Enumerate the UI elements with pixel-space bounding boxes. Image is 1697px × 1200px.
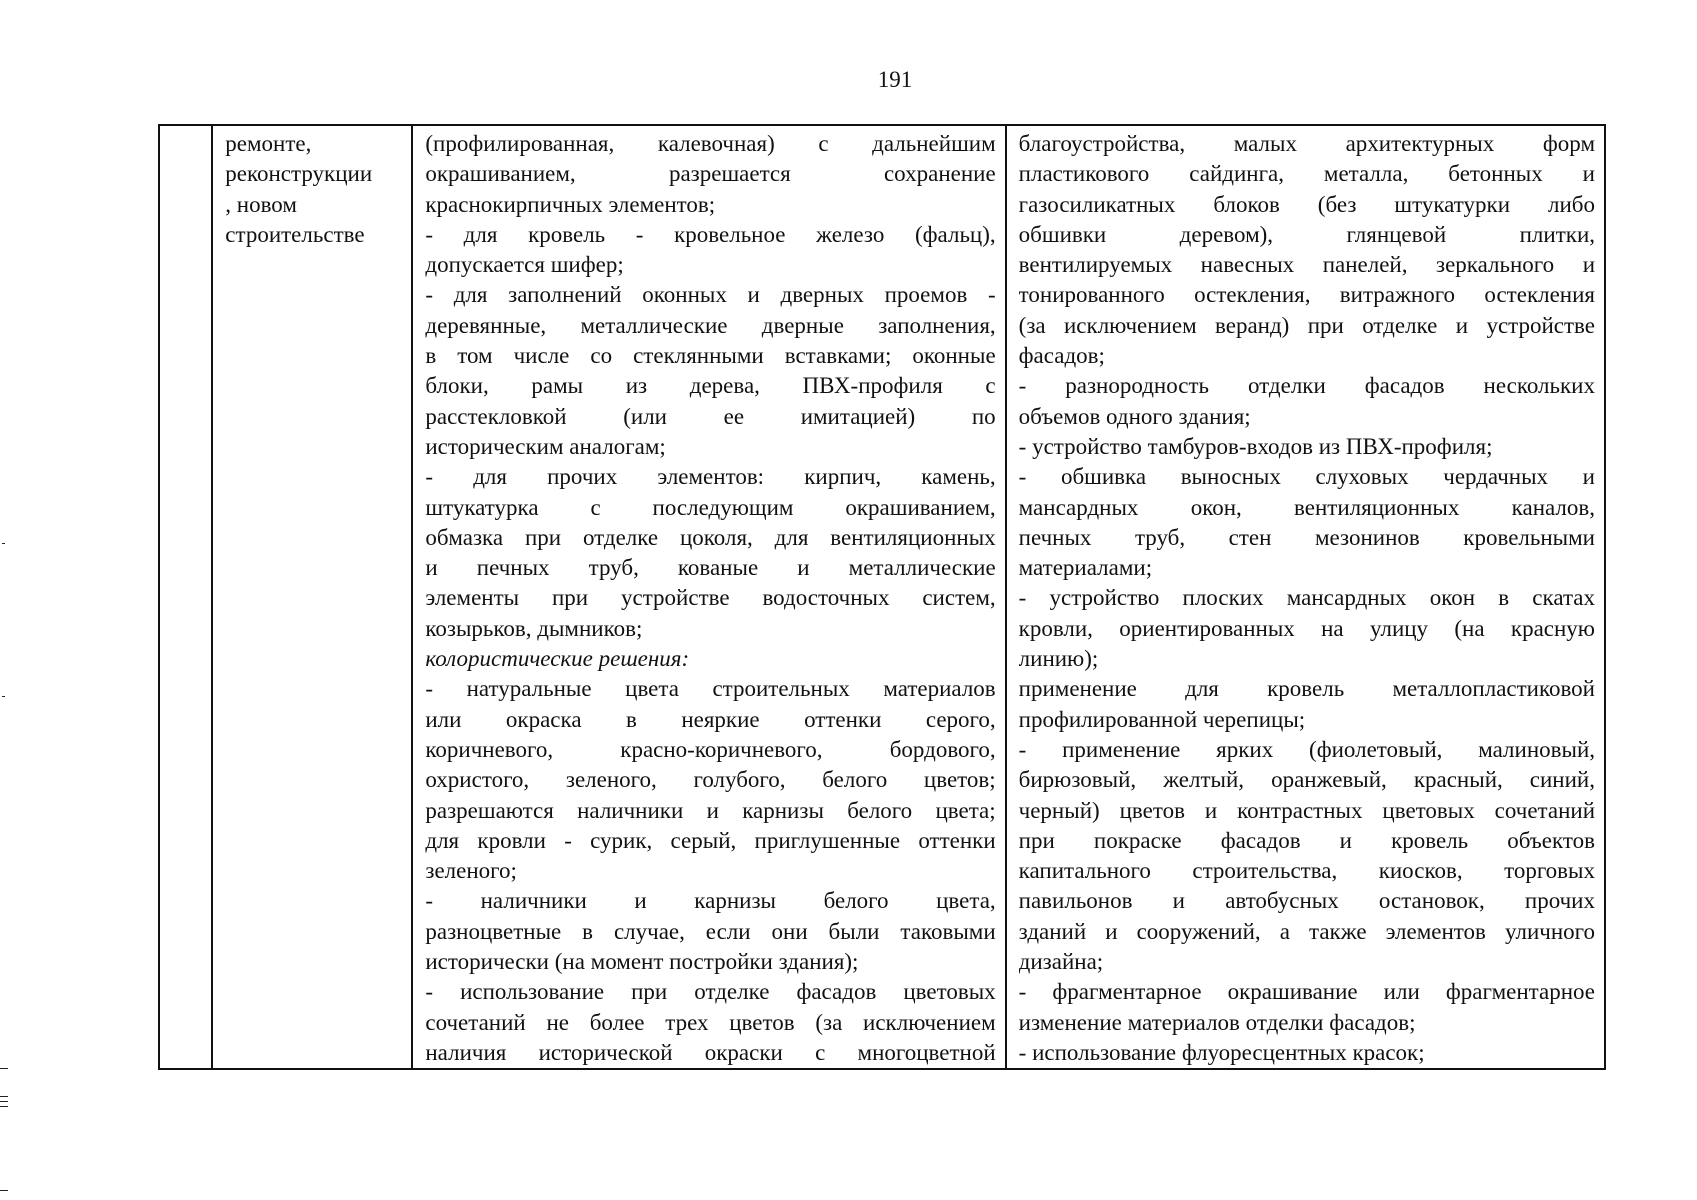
allowed-line: охристого, зеленого, голубого, белого цветов;	[425, 767, 996, 793]
allowed-line: и печных труб, кованые и металлические	[425, 555, 996, 581]
allowed-line: сочетаний не более трех цветов (за исключением	[425, 1009, 996, 1035]
forbidden-line: при покраске фасадов и кровель объектов	[1018, 827, 1595, 853]
forbidden-line: печных труб, стен мезонинов кровельными	[1018, 524, 1595, 550]
forbidden-line: - устройство плоских мансардных окон в скатах	[1018, 585, 1595, 611]
allowed-line: блоки, рамы из дерева, ПВХ-профиля с	[425, 373, 996, 399]
forbidden-line: мансардных окон, вентиляционных каналов,	[1018, 494, 1595, 520]
page-number: 191	[877, 67, 913, 92]
allowed-line: деревянные, металлические дверные заполнения,	[425, 312, 996, 338]
object-line: , новом	[225, 191, 297, 217]
object-line: строительстве	[225, 221, 365, 247]
forbidden-line: капитального строительства, киосков, торговых	[1018, 858, 1595, 884]
allowed-materials-cell	[412, 125, 1005, 1069]
forbidden-line: газосиликатных блоков (без штукатурки либо	[1018, 191, 1595, 217]
allowed-line: - натуральные цвета строительных материалов	[425, 676, 996, 702]
allowed-line: - для заполнений оконных и дверных проемов -	[425, 282, 996, 308]
forbidden-line: изменение материалов отделки фасадов;	[1018, 1009, 1416, 1035]
scan-margin-mark	[0, 1101, 8, 1102]
scan-margin-mark	[0, 1068, 8, 1069]
allowed-line: краснокирпичных элементов;	[425, 191, 716, 217]
allowed-line: коричневого, красно-коричневого, бордового,	[425, 736, 996, 762]
allowed-line: исторически (на момент постройки здания);	[425, 949, 859, 975]
allowed-line: окрашиванием, разрешается сохранение	[425, 161, 996, 187]
allowed-line: элементы при устройстве водосточных систем,	[425, 585, 996, 611]
allowed-line: наличия исторической окраски с многоцветной	[425, 1039, 996, 1065]
forbidden-line: павильонов и автобусных остановок, прочих	[1018, 888, 1595, 914]
allowed-line: для кровли - сурик, серый, приглушенные оттенки	[425, 827, 996, 853]
scan-margin-mark	[2, 696, 5, 697]
forbidden-line: тонированного остекления, витражного остекления	[1018, 282, 1595, 308]
forbidden-line: материалами;	[1018, 555, 1153, 581]
forbidden-line: кровли, ориентированных на улицу (на красную	[1018, 615, 1595, 641]
object-cell	[212, 125, 412, 1069]
forbidden-line: - использование флуоресцентных красок;	[1018, 1039, 1425, 1065]
forbidden-line: - разнородность отделки фасадов нескольких	[1018, 373, 1595, 399]
forbidden-line: благоустройства, малых архитектурных форм	[1018, 131, 1595, 156]
forbidden-line: черный) цветов и контрастных цветовых сочетаний	[1018, 797, 1595, 823]
allowed-line: разноцветные в случае, если они были таковыми	[425, 918, 996, 944]
allowed-line: штукатурка с последующим окрашиванием,	[425, 494, 996, 520]
forbidden-line: - применение ярких (фиолетовый, малиновый,	[1018, 736, 1595, 762]
regulations-table	[158, 124, 1606, 1070]
forbidden-line: - обшивка выносных слуховых чердачных и	[1018, 464, 1595, 490]
allowed-line-heading: колористические решения:	[425, 646, 690, 672]
forbidden-line: фасадов;	[1018, 343, 1105, 369]
forbidden-line: линию);	[1018, 646, 1099, 672]
forbidden-line: - устройство тамбуров-входов из ПВХ-профиля;	[1018, 433, 1493, 459]
object-line: ремонте,	[225, 131, 312, 156]
allowed-line: историческим аналогам;	[425, 433, 666, 459]
allowed-line: козырьков, дымников;	[425, 615, 643, 641]
scan-margin-mark	[0, 1190, 8, 1191]
allowed-line: расстекловкой (или ее имитацией) по	[425, 403, 996, 429]
allowed-line: - использование при отделке фасадов цветовых	[425, 979, 996, 1005]
allowed-line: допускается шифер;	[425, 252, 624, 278]
forbidden-line: объемов одного здания;	[1018, 403, 1251, 429]
forbidden-materials-cell	[1006, 125, 1605, 1069]
allowed-line: разрешаются наличники и карнизы белого цвета;	[425, 797, 996, 823]
table-row	[159, 125, 1605, 1069]
allowed-line: или окраска в неяркие оттенки серого,	[425, 706, 996, 732]
allowed-line: (профилированная, калевочная) с дальнейшим	[425, 131, 996, 156]
forbidden-line: бирюзовый, желтый, оранжевый, красный, синий,	[1018, 767, 1595, 793]
allowed-line: зеленого;	[425, 858, 517, 884]
allowed-line: обмазка при отделке цоколя, для вентиляционных	[425, 524, 996, 550]
forbidden-line: (за исключением веранд) при отделке и устройстве	[1018, 312, 1595, 338]
forbidden-line: - фрагментарное окрашивание или фрагментарное	[1018, 979, 1595, 1005]
scan-margin-mark	[0, 1096, 8, 1097]
allowed-line: в том числе со стеклянными вставками; оконные	[425, 343, 996, 369]
scan-margin-mark	[2, 543, 5, 544]
allowed-line: - для кровель - кровельное железо (фальц),	[425, 221, 996, 247]
forbidden-line: профилированной черепицы;	[1018, 706, 1306, 732]
forbidden-line: применение для кровель металлопластиковой	[1018, 676, 1595, 702]
forbidden-line: зданий и сооружений, а также элементов уличного	[1018, 918, 1595, 944]
forbidden-line: вентилируемых навесных панелей, зеркального и	[1018, 252, 1595, 278]
forbidden-line: пластикового сайдинга, металла, бетонных и	[1018, 161, 1595, 187]
scan-margin-mark	[0, 1106, 8, 1107]
allowed-line: - для прочих элементов: кирпич, камень,	[425, 464, 996, 490]
forbidden-line: дизайна;	[1018, 949, 1104, 975]
forbidden-line: обшивки деревом), глянцевой плитки,	[1018, 221, 1595, 247]
row-number-cell	[159, 125, 212, 1069]
allowed-line: - наличники и карнизы белого цвета,	[425, 888, 996, 914]
object-line: реконструкции	[225, 161, 373, 187]
